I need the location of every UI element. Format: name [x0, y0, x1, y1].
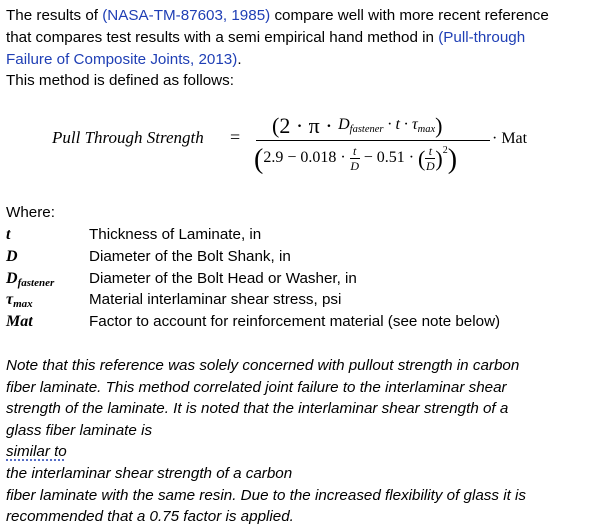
pull-through-equation — [0, 104, 606, 186]
numerator-tau: τ — [411, 116, 418, 133]
where-label: Where: — [6, 204, 55, 221]
variable-description: Material interlaminar shear stress, psi — [89, 291, 342, 309]
intro-text-3: that compares test results with a semi empirical hand method in — [6, 28, 439, 46]
variable-description: Diameter of the Bolt Shank, in — [89, 247, 291, 265]
grammar-flagged-text[interactable]: similar to — [6, 443, 67, 461]
variable-description: Factor to account for reinforcement material (see note below) — [89, 313, 501, 331]
intro-text-4: . — [237, 50, 242, 68]
fraction-t: t — [353, 143, 357, 158]
numerator-open: (2 · π · — [272, 113, 339, 138]
note-line: Note that this reference was solely concerned with pullout strength in carbon — [6, 357, 520, 374]
denominator-part-b: − 0.51 · — [359, 149, 419, 166]
intro-text-2: compare well with more recent reference — [270, 7, 549, 24]
note-paragraph — [6, 355, 526, 528]
numerator-close: ) — [435, 113, 443, 138]
denominator-part-a: 2.9 − 0.018 · — [263, 149, 350, 166]
numerator-d-sub: fastener — [349, 124, 384, 135]
fraction-t-2: t — [428, 143, 433, 158]
note-line-4c: the interlaminar shear strength of a carbon — [6, 464, 293, 482]
note-line: recommended that a 0.75 factor is applied. — [6, 508, 294, 526]
numerator-tau-sub: max — [417, 124, 436, 135]
t-over-d-fraction-2 — [425, 145, 435, 172]
method-line: This method is defined as follows: — [6, 72, 234, 89]
numerator-d: D — [338, 116, 350, 133]
equation-tail — [492, 130, 527, 148]
equation-lhs: Pull Through Strength — [52, 128, 204, 147]
fraction-d: D — [350, 158, 360, 173]
denominator-close: ) — [447, 144, 458, 175]
note-line: fiber laminate. This method correlated joint failure to the interlaminar shear — [6, 378, 507, 396]
denominator-open: ( — [254, 144, 264, 175]
t-over-d-fraction — [350, 145, 360, 172]
note-line — [6, 420, 526, 485]
equation-equals: = — [230, 127, 241, 147]
inner-paren-open: ( — [418, 146, 426, 171]
variable-symbol: t — [6, 226, 11, 243]
intro-paragraph — [6, 5, 549, 70]
numerator-mid: · t · — [383, 116, 412, 133]
inner-paren-close: ) — [435, 146, 443, 171]
note-line: fiber laminate with the same resin. Due to the increased flexibility of glass it is — [6, 486, 526, 504]
equation-numerator — [272, 113, 443, 139]
variable-description: Diameter of the Bolt Head or Washer, in — [89, 269, 357, 287]
note-line-4a: glass fiber laminate is — [6, 421, 153, 439]
exponent: 2 — [442, 145, 448, 156]
fraction-d-2: D — [426, 158, 435, 173]
equation-fraction-bar — [256, 140, 490, 141]
variable-symbol: Dfastener — [6, 269, 55, 289]
note-line: strength of the laminate. It is noted that the interlaminar shear strength of a — [6, 400, 509, 418]
citation-link-pull-through-a[interactable]: (Pull-through — [438, 28, 526, 46]
variable-description: Thickness of Laminate, in — [89, 226, 262, 243]
variable-symbol: Mat — [6, 313, 33, 331]
mat-factor: · Mat — [492, 130, 528, 147]
variable-symbol: D — [6, 247, 18, 265]
equation-denominator — [254, 144, 457, 176]
citation-link-pull-through-b[interactable]: Failure of Composite Joints, 2013) — [6, 50, 238, 68]
citation-link-nasa[interactable]: (NASA-TM-87603, 1985) — [102, 7, 271, 24]
intro-text-1: The results of — [6, 7, 103, 24]
variable-symbol: τmax — [6, 291, 33, 311]
